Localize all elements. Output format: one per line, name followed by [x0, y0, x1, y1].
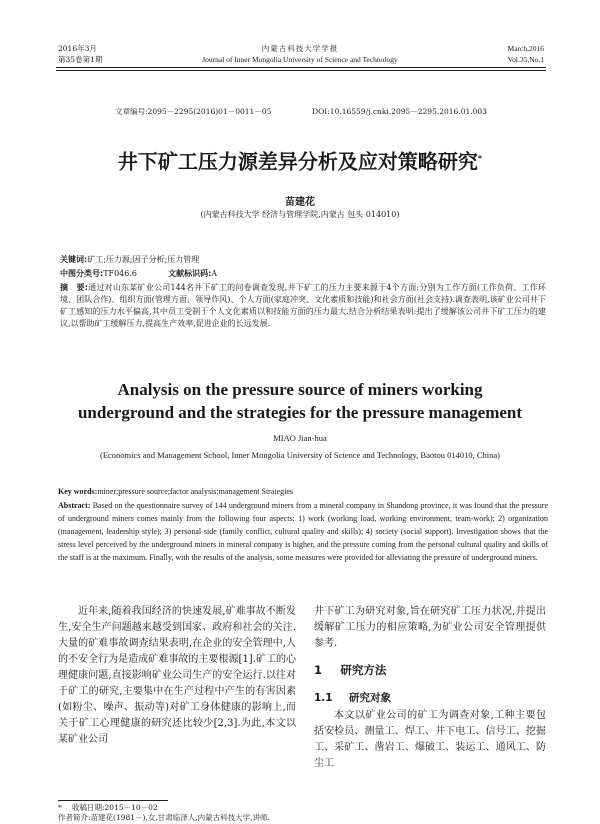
keywords-en-label: Key words:	[58, 487, 98, 496]
identifier-line	[56, 107, 546, 117]
title-footnote-mark: *	[477, 154, 483, 163]
section-title: 研究方法	[340, 663, 387, 677]
subsection-number: 1.1	[314, 692, 333, 704]
abstract-en	[58, 499, 548, 564]
footnote-author: 作者简介:苗建花(1981－),女,甘肃临泽人,内蒙古科技大学,讲师.	[58, 813, 270, 822]
keywords-cn	[60, 254, 546, 266]
author-en: MIAO Jian-hua	[273, 433, 327, 443]
doc-code-label: 文献标识码:	[168, 269, 212, 278]
header-volume-en: Vol.35,No.1	[507, 55, 544, 64]
abstract-en-text: Based on the questionnaire survey of 144 underground miners from a mineral company in Shandong province, it was found that the pressure of underground miners comes mainly from the following four aspects: 1) work (working load, working environment, team-work); 2) organization (management, leadership style); 3) personal side (family conflict, cultural quality and skills); 4) society (social support). Investigation shows that the stress level perceived by the underground miners in mineral company is higher, and the pressure coming from the personal cultural quality and skills of the staff is at the maximum. Finally, with the results of the analysis, some measures were provided for alleviating the pressure of underground miners.	[58, 501, 549, 562]
classification-line	[60, 268, 546, 280]
abstract-en-label: Abstract:	[58, 501, 91, 510]
intro-paragraph: 近年来,随着我国经济的快速发展,矿难事故不断发生,安全生产问题越来越受到国家、政府和社会的关注.大量的矿难事故调查结果表明,在企业的安全管理中,人的不安全行为是造成矿难事故的主要根源[1].矿工的心理健康问题,直接影响矿业公司生产的安全运行.以往对于矿工的研究,主要集中在生产过程中产生的有害因素(如粉尘、噪声、振动等)对矿工身体健康的影响上,而关于矿工心理健康的研究还比较少[2,3].为此,本文以某矿业公司	[58, 606, 296, 745]
section-heading	[314, 662, 546, 684]
header-journal-cn: 内蒙古科技大学学报	[261, 44, 339, 53]
header-date-en: March,2016	[507, 44, 544, 53]
subsection-paragraph: 本文以矿业公司的矿工为调查对象,工种主要包括安检员、测量工、焊工、井下电工、信号工、挖掘工、采矿工、凿岩工、爆破工、装运工、通风工、防尘工	[314, 710, 546, 769]
doc-code-value: A	[211, 269, 218, 278]
clc-label: 中图分类号:	[60, 269, 104, 278]
title-en-line1: Analysis on the pressure source of miners working	[117, 380, 483, 399]
footnote-received: * 收稿日期:2015－10－02	[58, 803, 158, 812]
affiliation-en: (Economics and Management School, Inner Mongolia University of Science and Technology, Baotou 014010, China)	[100, 450, 500, 460]
header-date: 2016年3月	[58, 44, 97, 53]
keywords-cn-label: 关键词:	[60, 255, 88, 264]
subsection-heading	[314, 690, 546, 708]
header-rule-top	[56, 67, 546, 68]
title-en-line2: underground and the strategies for the pressure management	[77, 403, 523, 422]
author-cn: 苗建花	[285, 197, 315, 208]
keywords-cn-text: 矿工;压力源;因子分析;压力管理	[87, 255, 200, 264]
article-number: 文章编号:2095－2295(2016)01－0011－05	[115, 107, 272, 116]
header-rule-bottom	[56, 70, 546, 71]
subsection-title: 研究对象	[348, 692, 391, 704]
title-en	[0, 378, 600, 424]
header-volume: 第35卷第1期	[58, 55, 103, 64]
abstract-cn	[60, 282, 546, 330]
title-cn: 井下矿工压力源差异分析及应对策略研究*	[117, 149, 483, 174]
abstract-cn-text: 通过对山东某矿业公司144名井下矿工的问卷调查发现,井下矿工的压力主要来源于4个方面:分别为工作方面(工作负荷、工作环境、团队合作)、组织方面(管理方面、领导作风)、个人方面(家庭冲突、文化素质和技能)和社会方面(社会支持).调查表明,该矿业公司井下矿工感知的压力水平偏高,其中员工受制于个人文化素质以和技能方面的压力最大.结合分析结果表明:提出了缓解该公司井下矿工压力的建议,以帮助矿工缓解压力,提高生产效率,促进企业的长远发展.	[60, 283, 546, 328]
body-left-column	[58, 604, 296, 748]
keywords-en-text: miner;pressure source;factor analysis;management Strategies	[97, 487, 294, 496]
body-right-column	[314, 604, 546, 772]
header-journal-en: Journal of Inner Mongolia University of Science and Technology	[202, 55, 398, 64]
section-number: 1	[314, 663, 323, 677]
doi: DOI:10.16559/j.cnki.2095－2295.2016.01.003	[312, 107, 487, 116]
abstract-cn-label: 摘 要:	[60, 283, 88, 292]
clc-value: TF046.6	[103, 269, 137, 278]
intro-paragraph-continued: 井下矿工为研究对象,旨在研究矿工压力状况,并提出缓解矿工压力的相应策略,为矿业公司安全管理提供参考.	[314, 606, 546, 649]
affiliation-cn: (内蒙古科技大学 经济与管理学院,内蒙古 包头 014010)	[200, 210, 400, 219]
footnote-rule	[58, 800, 168, 801]
keywords-en	[58, 485, 548, 498]
